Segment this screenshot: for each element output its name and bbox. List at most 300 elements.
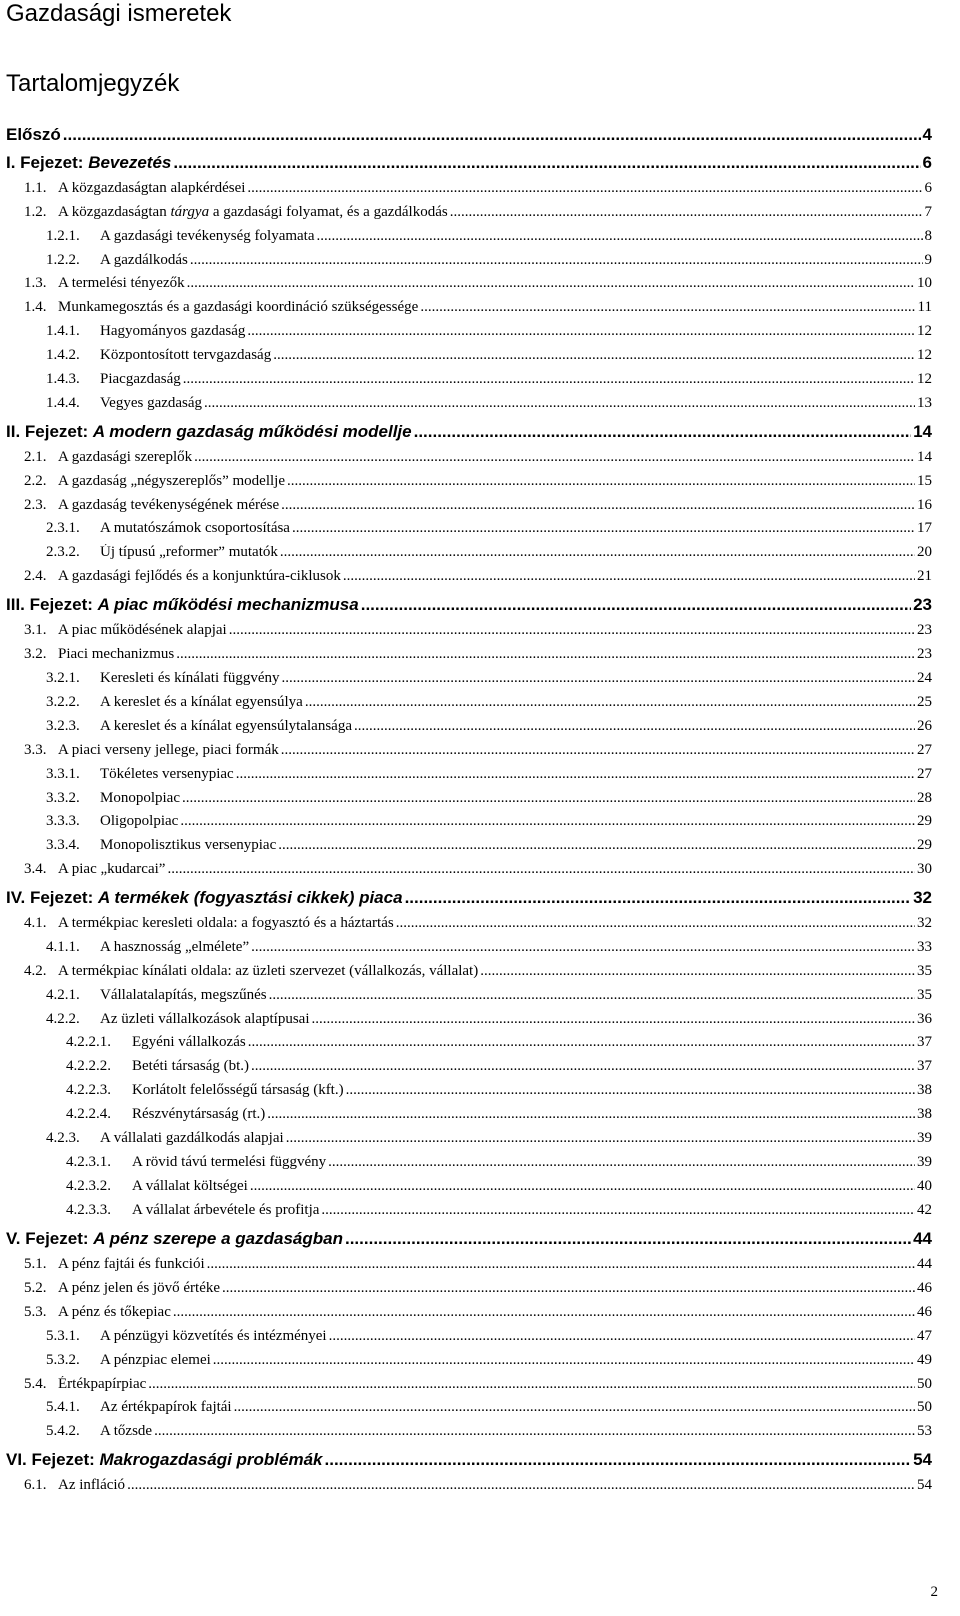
toc-page-number: 36: [917, 1011, 932, 1027]
toc-entry[interactable]: [46, 228, 932, 245]
toc-entry-title: [6, 422, 412, 442]
toc-dot-leader: [278, 837, 915, 854]
toc-dot-leader: [251, 1058, 915, 1075]
toc-entry-title: [24, 861, 165, 878]
toc-page-number: 29: [917, 837, 932, 853]
toc-page-number: 25: [917, 694, 932, 710]
toc-entry-title: [24, 915, 394, 932]
toc-dot-leader: [312, 1011, 915, 1028]
toc-entry[interactable]: [66, 1058, 932, 1075]
toc-entry[interactable]: [46, 694, 932, 711]
toc-entry-number: 5.3.: [24, 1304, 47, 1320]
toc-page-number: 38: [917, 1082, 932, 1098]
toc-entry-title: [24, 1280, 220, 1297]
toc-entry-title: [46, 837, 276, 854]
toc-entry-number: 3.2.1.: [46, 670, 80, 686]
toc-entry-number: 1.4.3.: [46, 371, 80, 387]
toc-entry-number: 3.3.1.: [46, 766, 80, 782]
toc-entry-number: 4.2.2.2.: [66, 1058, 111, 1074]
toc-entry-title-text: A termékpiac kínálati oldala: az üzleti szervezet (vállalkozás, vállalat): [58, 963, 479, 979]
toc-entry[interactable]: [24, 861, 932, 878]
toc-page-number: 24: [917, 670, 932, 686]
toc-page-number: 7: [924, 204, 932, 220]
toc-entry-title: [24, 180, 245, 197]
toc-page-number: 35: [917, 987, 932, 1003]
toc-entry[interactable]: [66, 1034, 932, 1051]
toc-dot-leader: [250, 1178, 915, 1195]
toc-page-number: 23: [913, 595, 932, 614]
toc-page-number: 40: [917, 1178, 932, 1194]
toc-entry-title-text: Vegyes gazdaság: [100, 395, 203, 411]
toc-entry-title: [6, 1450, 323, 1470]
toc-entry-number: 1.2.: [24, 204, 47, 220]
toc-entry[interactable]: [66, 1178, 932, 1195]
toc-page-number: 30: [917, 861, 932, 877]
toc-page-number: 29: [917, 813, 932, 829]
toc-entry-title: [24, 1304, 171, 1321]
toc-entry-title-italic: tárgya: [170, 204, 210, 220]
toc-entry-number: 3.2.: [24, 646, 47, 662]
toc-dot-leader: [167, 861, 915, 878]
toc-entry[interactable]: [24, 299, 932, 316]
toc-entry-number: 1.4.4.: [46, 395, 80, 411]
toc-entry-number: 4.1.: [24, 915, 47, 931]
toc-entry-title: [24, 204, 448, 221]
toc-page-number: 10: [917, 275, 932, 291]
toc-page-number: 46: [917, 1304, 932, 1320]
toc-entry-title: [46, 766, 234, 783]
toc-entry[interactable]: [66, 1202, 932, 1219]
toc-page-number: 15: [917, 473, 932, 489]
toc-entry[interactable]: [24, 1477, 932, 1494]
toc-entry[interactable]: [46, 1011, 932, 1028]
toc-entry[interactable]: [24, 497, 932, 514]
toc-entry-number: 2.3.2.: [46, 544, 80, 560]
toc-entry-title-text: Az értékpapírok fajtái: [100, 1399, 232, 1415]
toc-entry-title-text: Betéti társaság (bt.): [132, 1058, 250, 1074]
toc-page-number: 20: [917, 544, 932, 560]
toc-entry-number: IV. Fejezet:: [6, 888, 98, 907]
toc-page-number: 13: [917, 395, 932, 411]
toc-entry-title-text: A hasznosság „elmélete”: [100, 939, 250, 955]
toc-page-number: 42: [917, 1202, 932, 1218]
toc-entry-number: 4.2.3.2.: [66, 1178, 111, 1194]
toc-dot-leader: [450, 204, 923, 221]
toc-entry-title-text: Egyéni vállalkozás: [132, 1034, 246, 1050]
toc-entry-title-text: Monopolisztikus versenypiac: [100, 837, 277, 853]
toc-entry-number: 4.2.1.: [46, 987, 80, 1003]
toc-dot-leader: [173, 153, 920, 173]
toc-entry-title: [66, 1202, 319, 1219]
toc-entry-title-text: Munkamegosztás és a gazdasági koordináció szükségessége: [58, 299, 419, 315]
toc-entry[interactable]: [24, 915, 932, 932]
toc-entry-title: [46, 790, 180, 807]
toc-page-number: 54: [913, 1450, 932, 1469]
toc-entry-title: [24, 449, 192, 466]
toc-page-number: 12: [917, 323, 932, 339]
toc-entry-number: 3.3.3.: [46, 813, 80, 829]
toc-entry[interactable]: [24, 473, 932, 490]
toc-entry-title-text: A pénz és tőkepiac: [58, 1304, 171, 1320]
toc-entry-title-text: A termékpiac keresleti oldala: a fogyasztó és a háztartás: [58, 915, 394, 931]
toc-entry[interactable]: [46, 1328, 932, 1345]
toc-entry-number: 4.2.2.: [46, 1011, 80, 1027]
toc-page-number: 12: [917, 347, 932, 363]
toc-entry-number: 2.3.1.: [46, 520, 80, 536]
toc-entry-number: 4.2.2.3.: [66, 1082, 111, 1098]
toc-entry-number: 3.1.: [24, 622, 47, 638]
toc-entry[interactable]: [24, 180, 932, 197]
toc-entry-title: [46, 1130, 284, 1147]
toc-page-number: 47: [917, 1328, 932, 1344]
toc-entry-number: 3.3.4.: [46, 837, 80, 853]
toc-page-number: 38: [917, 1106, 932, 1122]
toc-entry[interactable]: [46, 987, 932, 1004]
toc-entry-title-text: A piac működésének alapjai: [58, 622, 227, 638]
toc-entry-number: 4.2.3.1.: [66, 1154, 111, 1170]
toc-entry-title-text: A közgazdaságtan: [58, 204, 171, 220]
toc-entry-title: [6, 153, 171, 173]
toc-dot-leader: [127, 1477, 915, 1494]
toc-entry[interactable]: [24, 204, 932, 221]
toc-entry-title-text: Oligopolpiac: [100, 813, 179, 829]
toc-entry[interactable]: [66, 1154, 932, 1171]
toc-heading: Tartalomjegyzék: [6, 70, 180, 97]
toc-entry[interactable]: [6, 1229, 932, 1249]
toc-dot-leader: [420, 299, 915, 316]
toc-entry-number: 5.4.1.: [46, 1399, 80, 1415]
toc-page-number: 27: [917, 742, 932, 758]
toc-entry-number: III. Fejezet:: [6, 595, 98, 614]
toc-entry[interactable]: [46, 1399, 932, 1416]
toc-page-number: 23: [917, 646, 932, 662]
toc-entry-number: 6.1.: [24, 1477, 47, 1493]
toc-page-number: 26: [917, 718, 932, 734]
toc-entry-number: 5.4.: [24, 1376, 47, 1392]
toc-entry-title: [46, 228, 315, 245]
toc-entry[interactable]: [46, 813, 932, 830]
toc-dot-leader: [176, 646, 915, 663]
toc-dot-leader: [273, 347, 915, 364]
toc-entry-title: [24, 275, 185, 292]
toc-entry[interactable]: [46, 939, 932, 956]
toc-entry-title: [24, 646, 174, 663]
toc-page-number: 39: [917, 1130, 932, 1146]
toc-dot-leader: [281, 742, 915, 759]
toc-page-number: 50: [917, 1376, 932, 1392]
toc-entry-title: [46, 670, 280, 687]
toc-page-number: 46: [917, 1280, 932, 1296]
toc-entry-title: [66, 1058, 249, 1075]
toc-entry-title: [66, 1178, 248, 1195]
toc-dot-leader: [204, 395, 915, 412]
toc-dot-leader: [325, 1450, 912, 1470]
toc-entry-number: 4.2.3.: [46, 1130, 80, 1146]
toc-page-number: 4: [922, 125, 932, 144]
toc-entry[interactable]: [46, 371, 932, 388]
toc-dot-leader: [213, 1352, 915, 1369]
toc-entry[interactable]: [46, 395, 932, 412]
toc-entry[interactable]: [6, 595, 932, 615]
toc-dot-leader: [247, 323, 915, 340]
toc-entry-title: [46, 718, 352, 735]
toc-page-number: 9: [924, 252, 932, 268]
toc-dot-leader: [286, 1130, 915, 1147]
toc-entry-title: [66, 1034, 246, 1051]
toc-page-number: 28: [917, 790, 932, 806]
toc-dot-leader: [247, 180, 922, 197]
toc-entry-title-italic: Bevezetés: [88, 153, 172, 172]
toc-entry-number: I. Fejezet:: [6, 153, 89, 172]
toc-entry-title: [66, 1082, 344, 1099]
toc-entry-number: 3.3.2.: [46, 790, 80, 806]
toc-entry[interactable]: [24, 568, 932, 585]
toc-entry[interactable]: [24, 1256, 932, 1273]
toc-entry-title-text: A pénzügyi közvetítés és intézményei: [100, 1328, 327, 1344]
toc-entry-title-text: A pénz jelen és jövő értéke: [58, 1280, 221, 1296]
toc-entry-title: [46, 1399, 232, 1416]
toc-dot-leader: [187, 275, 915, 292]
toc-entry-title-text: A piac „kudarcai”: [58, 861, 166, 877]
toc-entry[interactable]: [24, 646, 932, 663]
toc-entry-title-text: Vállalatalapítás, megszűnés: [100, 987, 267, 1003]
toc-entry-title: [24, 1477, 125, 1494]
toc-entry[interactable]: [24, 449, 932, 466]
toc-entry[interactable]: [46, 252, 932, 269]
toc-entry-title-text: A mutatószámok csoportosítása: [100, 520, 290, 536]
toc-entry-title: [24, 622, 227, 639]
toc-entry-title-text: A gazdasági szereplők: [58, 449, 193, 465]
toc-entry[interactable]: [24, 1376, 932, 1393]
toc-entry-title-text: A gazdaság „négyszereplős” modellje: [58, 473, 285, 489]
toc-entry-title-text: A gazdasági tevékenység folyamata: [100, 228, 315, 244]
toc-dot-leader: [321, 1202, 915, 1219]
toc-entry-title-text: Központosított tervgazdaság: [100, 347, 272, 363]
toc-entry-number: 1.2.2.: [46, 252, 80, 268]
toc-page-number: 14: [917, 449, 932, 465]
toc-dot-leader: [281, 497, 915, 514]
toc-entry-title-text: Részvénytársaság (rt.): [132, 1106, 266, 1122]
toc-entry-number: 5.2.: [24, 1280, 47, 1296]
toc-entry-title: [46, 1328, 327, 1345]
toc-page-number: 53: [917, 1423, 932, 1439]
toc-dot-leader: [287, 473, 915, 490]
toc-page-number: 16: [917, 497, 932, 513]
toc-dot-leader: [280, 544, 915, 561]
toc-entry[interactable]: [6, 422, 932, 442]
toc-dot-leader: [183, 371, 915, 388]
toc-entry-title-text: A vállalati gazdálkodás alapjai: [100, 1130, 284, 1146]
toc-dot-leader: [480, 963, 915, 980]
toc-entry-title-text: A rövid távú termelési függvény: [132, 1154, 327, 1170]
toc-entry[interactable]: [6, 125, 932, 145]
toc-dot-leader: [154, 1423, 915, 1440]
toc-entry-title-italic: A modern gazdaság működési modellje: [92, 422, 412, 441]
toc-entry-title: [46, 694, 303, 711]
toc-entry-title-text: Tökéletes versenypiac: [100, 766, 234, 782]
toc-entry[interactable]: [24, 622, 932, 639]
toc-entry-number: V. Fejezet:: [6, 1229, 94, 1248]
toc-entry-number: 2.4.: [24, 568, 47, 584]
toc-dot-leader: [361, 595, 911, 615]
toc-entry[interactable]: [46, 1423, 932, 1440]
toc-entry-number: 5.4.2.: [46, 1423, 80, 1439]
toc-page-number: 6: [922, 153, 932, 172]
document-title: Gazdasági ismeretek: [6, 0, 232, 27]
toc-entry-title: [24, 497, 279, 514]
toc-entry[interactable]: [24, 963, 932, 980]
toc-entry[interactable]: [46, 718, 932, 735]
toc-entry-title-text: A vállalat árbevétele és profitja: [132, 1202, 320, 1218]
toc-entry-title-text: Keresleti és kínálati függvény: [100, 670, 280, 686]
toc-entry[interactable]: [6, 888, 932, 908]
toc-entry-number: 4.1.1.: [46, 939, 80, 955]
toc-entry-title: [46, 520, 290, 537]
toc-entry-number: II. Fejezet:: [6, 422, 93, 441]
toc-dot-leader: [354, 718, 915, 735]
toc-entry-number: 2.1.: [24, 449, 47, 465]
toc-entry-number: 4.2.2.1.: [66, 1034, 111, 1050]
toc-dot-leader: [317, 228, 923, 245]
toc-page-number: 32: [917, 915, 932, 931]
toc-dot-leader: [414, 422, 911, 442]
toc-page-number: 44: [913, 1229, 932, 1248]
toc-dot-leader: [269, 987, 915, 1004]
toc-page-number: 50: [917, 1399, 932, 1415]
toc-entry[interactable]: [24, 1304, 932, 1321]
toc-entry[interactable]: [66, 1082, 932, 1099]
toc-entry-number: 5.3.2.: [46, 1352, 80, 1368]
toc-entry-title: [6, 125, 61, 145]
toc-entry-number: 4.2.2.4.: [66, 1106, 111, 1122]
toc-entry-title: [46, 395, 202, 412]
toc-entry-number: 3.4.: [24, 861, 47, 877]
toc-entry[interactable]: [46, 347, 932, 364]
toc-entry[interactable]: [46, 766, 932, 783]
toc-entry-number: 3.3.: [24, 742, 47, 758]
toc-entry-title: [66, 1154, 326, 1171]
toc-entry-title: [6, 888, 403, 908]
toc-entry-title-text: Piacgazdaság: [100, 371, 181, 387]
toc-entry[interactable]: [46, 670, 932, 687]
toc-page-number: 37: [917, 1058, 932, 1074]
toc-entry-number: 1.4.1.: [46, 323, 80, 339]
toc-entry-title: [46, 1011, 310, 1028]
toc-dot-leader: [248, 1034, 915, 1051]
toc-dot-leader: [63, 125, 921, 145]
toc-entry-title-italic: A termékek (fogyasztási cikkek) piaca: [97, 888, 403, 907]
toc-dot-leader: [343, 568, 915, 585]
toc-entry[interactable]: [6, 153, 932, 173]
toc-dot-leader: [267, 1106, 915, 1123]
toc-entry[interactable]: [24, 1280, 932, 1297]
toc-dot-leader: [405, 888, 912, 908]
toc-entry-number: 4.2.3.3.: [66, 1202, 111, 1218]
toc-entry-number: 1.4.2.: [46, 347, 80, 363]
toc-entry-title-text: A vállalat költségei: [132, 1178, 248, 1194]
toc-dot-leader: [207, 1256, 915, 1273]
toc-entry[interactable]: [46, 837, 932, 854]
toc-page-number: 54: [917, 1477, 932, 1493]
toc-page-number: 44: [917, 1256, 932, 1272]
toc-entry-title-text: Értékpapírpiac: [58, 1376, 147, 1392]
toc-entry-title: [24, 963, 478, 980]
toc-entry[interactable]: [66, 1106, 932, 1123]
toc-dot-leader: [190, 252, 923, 269]
toc-entry-number: 1.2.1.: [46, 228, 80, 244]
toc-entry[interactable]: [46, 323, 932, 340]
toc-entry-number: 2.2.: [24, 473, 47, 489]
toc-entry-title: [24, 473, 285, 490]
toc-entry-title-text: Hagyományos gazdaság: [100, 323, 246, 339]
toc-entry-title: [24, 1376, 146, 1393]
toc-entry-title-text: Új típusú „reformer” mutatók: [100, 544, 278, 560]
toc-entry-number: 5.1.: [24, 1256, 47, 1272]
toc-entry-title: [46, 1423, 152, 1440]
toc-entry[interactable]: [46, 1130, 932, 1147]
toc-page-number: 39: [917, 1154, 932, 1170]
toc-entry-title: [24, 568, 341, 585]
toc-page-number: 14: [913, 422, 932, 441]
toc-dot-leader: [251, 939, 915, 956]
toc-entry-title-text: Előszó: [6, 125, 61, 144]
toc-dot-leader: [222, 1280, 915, 1297]
toc-entry-number: 4.2.: [24, 963, 47, 979]
toc-dot-leader: [329, 1328, 915, 1345]
toc-entry[interactable]: [24, 275, 932, 292]
toc-page-number: 35: [917, 963, 932, 979]
toc-entry[interactable]: [46, 790, 932, 807]
toc-dot-leader: [396, 915, 915, 932]
toc-dot-leader: [345, 1229, 911, 1249]
toc-entry-title: [24, 299, 418, 316]
toc-entry-title: [46, 252, 188, 269]
toc-page-number: 11: [917, 299, 932, 315]
toc-entry-title: [46, 939, 249, 956]
toc-entry-title-text: A pénz fajtái és funkciói: [58, 1256, 205, 1272]
toc-entry[interactable]: [46, 544, 932, 561]
toc-entry-title: [46, 371, 181, 388]
toc-dot-leader: [194, 449, 915, 466]
toc-entry-title-text: A pénzpiac elemei: [100, 1352, 211, 1368]
toc-dot-leader: [328, 1154, 915, 1171]
toc-dot-leader: [180, 813, 915, 830]
toc-page-number: 33: [917, 939, 932, 955]
toc-page-number: 37: [917, 1034, 932, 1050]
toc-entry-title-text: Az infláció: [58, 1477, 126, 1493]
toc-entry-number: 3.2.2.: [46, 694, 80, 710]
toc-entry-title-text: Monopolpiac: [100, 790, 180, 806]
toc-entry[interactable]: [46, 520, 932, 537]
toc-entry[interactable]: [24, 742, 932, 759]
toc-dot-leader: [148, 1376, 915, 1393]
toc-entry[interactable]: [46, 1352, 932, 1369]
toc-entry[interactable]: [6, 1450, 932, 1470]
toc-page-number: 12: [917, 371, 932, 387]
toc-entry-title: [46, 813, 178, 830]
toc-entry-title: [66, 1106, 265, 1123]
toc-entry-title: [6, 595, 359, 615]
toc-page-number: 27: [917, 766, 932, 782]
page-number: 2: [930, 1584, 938, 1600]
toc-entry-title-text: Korlátolt felelősségű társaság (kft.): [132, 1082, 344, 1098]
toc-page-number: 21: [917, 568, 932, 584]
toc-entry-number: 3.2.3.: [46, 718, 80, 734]
toc-page-number: 8: [924, 228, 932, 244]
toc-dot-leader: [234, 1399, 915, 1416]
toc-entry-number: 1.4.: [24, 299, 47, 315]
toc-page-number: 49: [917, 1352, 932, 1368]
